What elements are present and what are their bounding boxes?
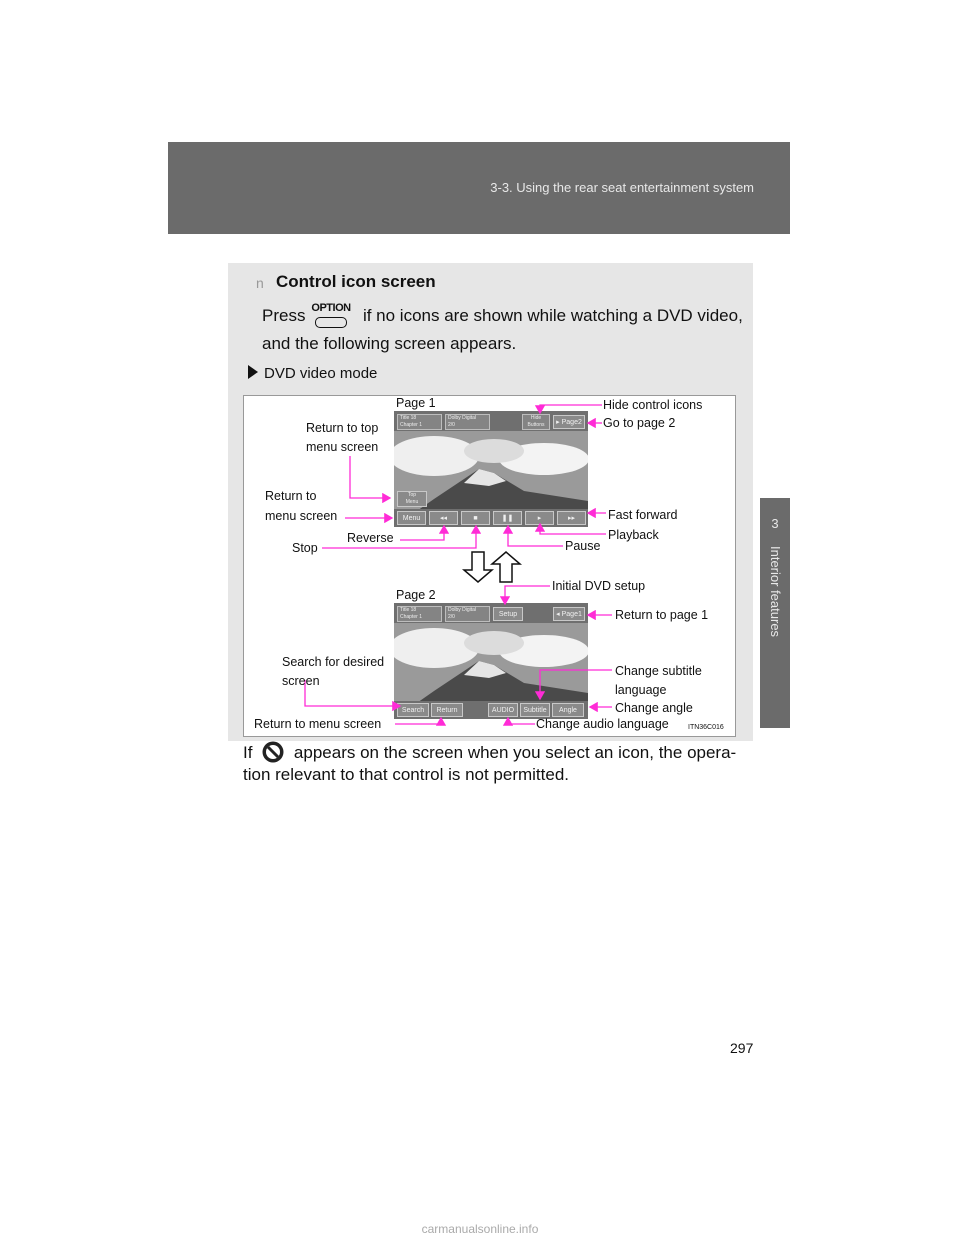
return-button[interactable]: Return	[431, 703, 463, 717]
buttons-label: Buttons	[527, 422, 545, 428]
page-header	[168, 142, 790, 234]
title-number: 18	[410, 415, 417, 421]
label-hide-control-icons: Hide control icons	[603, 398, 703, 412]
screen2-title-info	[397, 606, 442, 622]
audio-format: Dolby Digital	[448, 415, 477, 421]
pause-button[interactable]: ❚❚	[493, 511, 522, 525]
label-search-2: screen	[282, 674, 320, 688]
option-button-shape	[315, 317, 347, 328]
mode-label: DVD video mode	[264, 365, 378, 382]
screen1-audio-info	[445, 414, 490, 430]
page-number: 297	[730, 1040, 754, 1056]
angle-button[interactable]: Angle	[552, 703, 584, 717]
chapter-number-small: 1	[419, 422, 422, 428]
header-title: 3-3. Using the rear seat entertainment system	[490, 180, 754, 195]
chapter-number: 3	[771, 516, 779, 531]
setup-button[interactable]: Setup	[493, 607, 523, 621]
label-stop: Stop	[292, 541, 318, 555]
title-label: Title	[400, 415, 410, 421]
page2-label: Page2	[561, 419, 582, 426]
note-line-1-rest: appears on the screen when you select an icon, the opera-	[293, 743, 737, 762]
option-button-icon	[311, 302, 351, 330]
mode-heading	[248, 365, 377, 382]
label-return-menu-2: menu screen	[265, 509, 338, 523]
label-go-to-page2: Go to page 2	[603, 416, 676, 430]
top-menu-button[interactable]	[397, 491, 427, 507]
search-button[interactable]: Search	[397, 703, 429, 717]
menu-button[interactable]: Menu	[397, 511, 426, 525]
audio-format-2: Dolby Digital	[448, 607, 477, 613]
label-audio: Change audio language	[536, 717, 669, 731]
option-label: OPTION	[311, 302, 351, 314]
label-pause: Pause	[565, 539, 601, 553]
label-return-menu-screen: Return to menu screen	[254, 717, 382, 731]
chapter-side-tab	[760, 498, 790, 728]
label-return-menu-1: Return to	[265, 489, 317, 503]
note-line-2: tion relevant to that control is not permitted.	[243, 765, 570, 784]
label-return-page1: Return to page 1	[615, 608, 709, 622]
screen2-audio-info	[445, 606, 490, 622]
label-subtitle-1: Change subtitle	[615, 664, 702, 678]
screen-page2	[394, 603, 588, 719]
menu-label: Menu	[405, 499, 419, 505]
chapter-number-small-2: 1	[419, 614, 422, 620]
stop-button[interactable]: ■	[461, 511, 490, 525]
hide-label: Hide	[530, 415, 542, 421]
label-fast-forward: Fast forward	[608, 508, 678, 522]
play-button[interactable]: ▸	[525, 511, 554, 525]
page2-label-text: Page 2	[396, 588, 436, 602]
label-angle: Change angle	[615, 701, 693, 715]
label-search-1: Search for desired	[282, 655, 385, 669]
audio-channels-2: 2/0	[448, 614, 455, 620]
chapter-label-small: Chapter	[400, 422, 418, 428]
label-return-top-1: Return to top	[306, 421, 379, 435]
reverse-button[interactable]: ◂◂	[429, 511, 458, 525]
label-initial-setup: Initial DVD setup	[552, 579, 646, 593]
audio-channels: 2/0	[448, 422, 455, 428]
screen-page1	[394, 411, 588, 527]
prohibited-icon	[261, 740, 285, 764]
note-line-1	[243, 740, 736, 764]
note-if: If	[243, 743, 253, 762]
figure-id: ITN36C016	[688, 724, 724, 731]
chapter-label-small-2: Chapter	[400, 614, 418, 620]
page1-label: Page1	[561, 611, 582, 618]
triangle-bullet-icon	[248, 365, 258, 379]
audio-button[interactable]: AUDIO	[488, 703, 518, 717]
screen1-title-info	[397, 414, 442, 430]
page2-button[interactable]: ▸ Page2	[553, 415, 585, 429]
subtitle-button[interactable]: Subtitle	[520, 703, 550, 717]
watermark: carmanualsonline.info	[421, 1222, 539, 1236]
page1-button[interactable]: ◂ Page1	[553, 607, 585, 621]
top-label: Top	[407, 492, 417, 498]
hide-buttons-button[interactable]	[522, 414, 550, 430]
instruction-line-2: and the following screen appears.	[262, 334, 517, 353]
chapter-label: Interior features	[768, 546, 783, 638]
label-subtitle-2: language	[615, 683, 667, 697]
label-reverse: Reverse	[347, 531, 394, 545]
label-return-top-2: menu screen	[306, 440, 379, 454]
instruction-line-1-rest: if no icons are shown while watching a DVD video,	[362, 306, 743, 325]
section-title: Control icon screen	[276, 272, 436, 291]
instruction-press: Press	[262, 306, 306, 325]
fast-forward-button[interactable]: ▸▸	[557, 511, 586, 525]
page1-label-text: Page 1	[396, 396, 436, 410]
section-bullet: n	[256, 275, 264, 291]
title-number-2: 18	[410, 607, 417, 613]
label-playback: Playback	[608, 528, 659, 542]
title-label-2: Title	[400, 607, 410, 613]
